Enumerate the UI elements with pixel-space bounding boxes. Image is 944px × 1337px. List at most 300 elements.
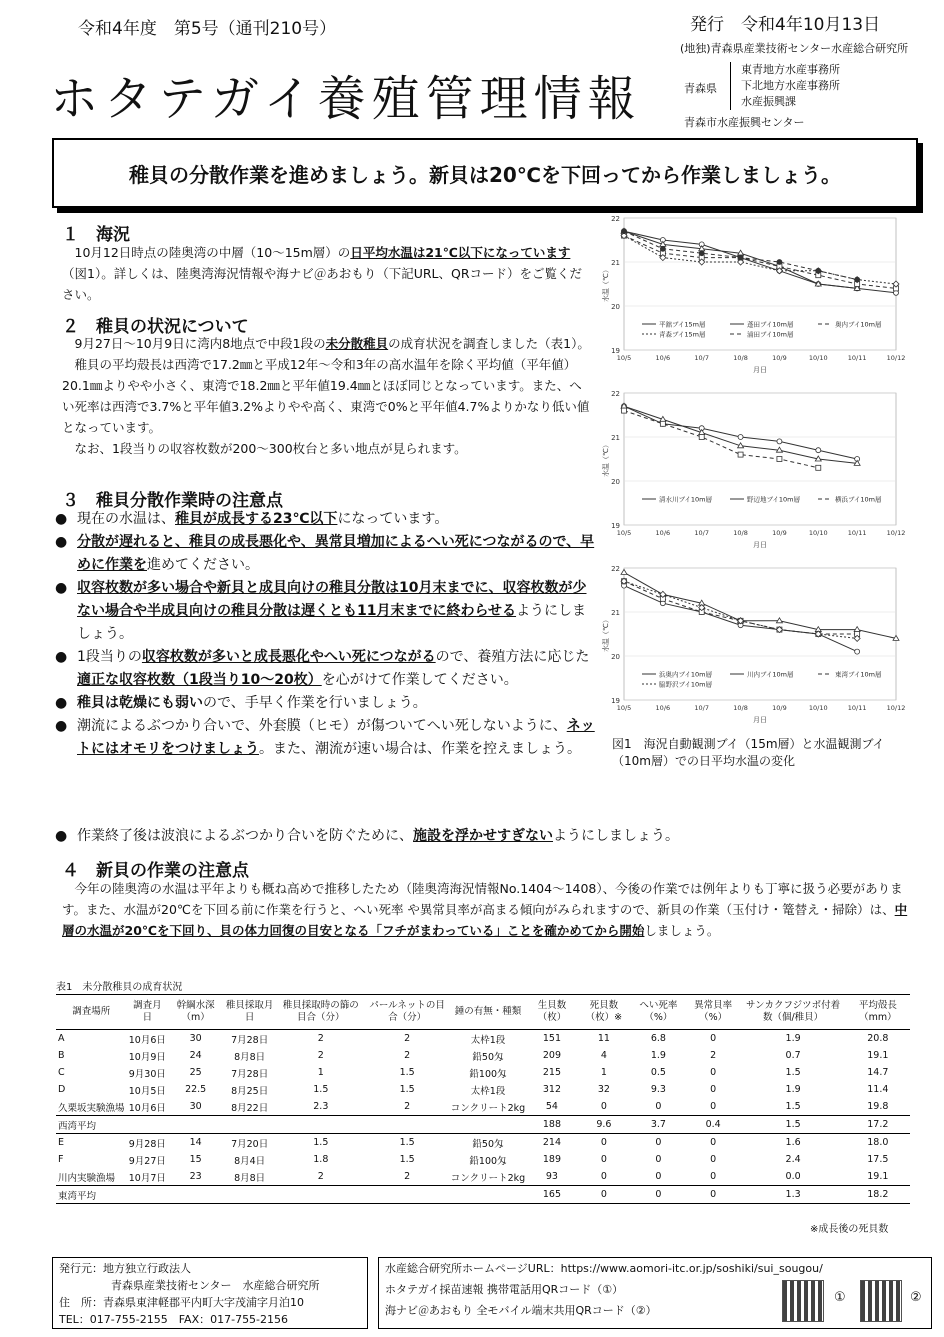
publisher-line: 発行元：地方独立行政法人	[59, 1262, 191, 1275]
bullet-icon: ●	[55, 534, 68, 550]
y-tick-label: 20	[611, 303, 620, 311]
table-cell: 10月6日	[128, 1034, 166, 1046]
bullet-icon: ●	[55, 695, 68, 711]
x-tick-label: 10/8	[733, 354, 748, 362]
table-cell	[365, 1186, 448, 1204]
paragraph: なお、1段当りの収容枚数が200～300枚台と多い地点が見られます。	[62, 441, 467, 456]
publisher-box	[52, 1257, 368, 1329]
x-axis-label: 月日	[753, 716, 767, 724]
links-box	[378, 1257, 932, 1329]
table-cell: 0	[710, 1084, 717, 1095]
table-cell: 312	[542, 1084, 562, 1095]
text: 10月12日時点の陸奥湾の中層（10～15m層）の	[62, 245, 351, 260]
y-tick-label: 22	[611, 215, 620, 223]
figure-caption: 図1 海況自動観測ブイ（15m層）と水温観測ブイ（10m層）での日平均水温の変化	[612, 737, 885, 768]
y-axis-label: 水温（℃）	[602, 616, 610, 652]
address-line: 住 所：青森県東津軽郡平内町大字茂浦字月泊10	[59, 1296, 304, 1309]
highlight-text: 適正な収容枚数（1段当り10～20枚）	[77, 672, 322, 688]
text: 進めてください。	[147, 557, 259, 573]
table-cell: 0.5	[650, 1067, 666, 1078]
table-cell: 7月28日	[231, 1034, 269, 1046]
table-cell: 209	[542, 1050, 562, 1061]
table-cell: C	[58, 1067, 65, 1078]
table-cell: 0	[655, 1154, 662, 1165]
issue-number: 令和4年度 第5号（通刊210号）	[78, 19, 337, 39]
table-cell: 10月7日	[128, 1172, 166, 1184]
table-header-cell: 調査場所	[56, 995, 127, 1030]
legend-label: 川内ブイ10m層	[747, 670, 794, 679]
table-cell: 215	[542, 1067, 562, 1078]
data-point	[738, 452, 743, 457]
table-cell: 54	[545, 1101, 558, 1112]
text: 作業終了後は波浪によるぶつかり合いを防ぐために、	[77, 828, 413, 844]
table-cell: 19.1	[867, 1171, 889, 1182]
table-header-cell: 異常貝率（%）	[686, 995, 741, 1030]
prefecture-label: 青森県	[684, 82, 717, 95]
text: しましょう。	[644, 923, 720, 938]
table-cell: 151	[542, 1033, 562, 1044]
office-list	[730, 62, 840, 110]
table-cell: 1	[600, 1067, 607, 1078]
table-cell: 7月28日	[231, 1068, 269, 1080]
series-line	[624, 406, 857, 459]
highlight-text: 施設を浮かせすぎない	[413, 828, 553, 844]
section-4-body	[62, 878, 908, 941]
table-cell: 鉛50匁	[472, 1051, 504, 1063]
data-point	[660, 421, 665, 426]
table-cell: 2	[317, 1033, 324, 1044]
text: 1段当りの	[77, 649, 142, 665]
table-cell: 太枠1段	[470, 1034, 506, 1046]
table-cell	[449, 1186, 527, 1204]
data-point	[699, 435, 704, 440]
table-cell: 0	[710, 1067, 717, 1078]
highlight-text: 収容枚数が多い場合や新貝と成貝向けの稚貝分散は10月末までに、収容枚数が少ない場合や半成貝向けの稚貝分散は遅くとも11月末までに終わらせる	[77, 580, 587, 619]
highlight-text: 稚貝が成長する23℃以下	[175, 511, 338, 527]
bullet-icon: ●	[55, 828, 68, 844]
table-caption: 表1 未分散稚貝の成育状況	[56, 982, 183, 993]
qr-code-1-icon[interactable]	[782, 1280, 824, 1322]
table-cell: 8月8日	[234, 1172, 266, 1184]
x-tick-label: 10/12	[886, 529, 906, 537]
table-cell: 1.3	[740, 1186, 845, 1204]
growth-table-wrap	[56, 994, 910, 1204]
highlight-text: ネットにはオモリをつけましょう	[77, 718, 595, 757]
y-tick-label: 21	[611, 259, 620, 267]
table-header-cell: 調査月日	[127, 995, 169, 1030]
x-tick-label: 10/11	[847, 704, 867, 712]
y-tick-label: 22	[611, 390, 620, 398]
x-tick-label: 10/8	[733, 529, 748, 537]
table-cell: 0	[710, 1154, 717, 1165]
data-point	[816, 268, 821, 273]
table-row	[56, 1098, 910, 1116]
table-cell: 0	[600, 1154, 607, 1165]
legend-label: 浜奥内ブイ10m層	[659, 670, 713, 679]
table-cell: 2	[317, 1050, 324, 1061]
table-cell: 0.0	[785, 1171, 801, 1182]
headline-text: 稚貝の分散作業を進めましょう。新貝は20℃を下回ってから作業しましょう。	[128, 162, 842, 187]
x-axis-label: 月日	[753, 366, 767, 374]
text: ので、手早く作業を行いましょう。	[203, 695, 427, 711]
legend-label: 野辺地ブイ10m層	[747, 495, 801, 504]
table-row	[56, 1151, 910, 1168]
table-cell: 19.1	[867, 1050, 889, 1061]
y-tick-label: 21	[611, 609, 620, 617]
table-cell: 0	[686, 1186, 741, 1204]
legend-label: 清水川ブイ10m層	[659, 495, 713, 504]
table-cell: 10月5日	[128, 1085, 166, 1097]
table-cell: 1.5	[399, 1137, 415, 1148]
table-cell: 2	[710, 1050, 717, 1061]
x-tick-label: 10/7	[694, 704, 710, 712]
homepage-url[interactable]: 水産総合研究所ホームページURL：https://www.aomori-itc.or.jp/soshiki/sui_sougou/	[385, 1262, 823, 1275]
city-office: 青森市水産振興センター	[684, 116, 805, 129]
chart-area	[596, 210, 908, 730]
table-cell: 2	[404, 1171, 411, 1182]
table-cell: 19.8	[867, 1101, 889, 1112]
table-header-cell: 生貝数（枚）	[527, 995, 577, 1030]
table-cell: 9月27日	[128, 1155, 166, 1167]
legend-label: 蓬田ブイ10m層	[747, 320, 794, 329]
table-cell: 0	[710, 1101, 717, 1112]
table-cell	[127, 1186, 169, 1204]
table-cell: 0	[600, 1137, 607, 1148]
legend-label: 奥内ブイ10m層	[835, 320, 882, 329]
table-header-cell: 幹綱水深（m）	[168, 995, 223, 1030]
legend-label: 浦田ブイ10m層	[747, 330, 794, 339]
table-cell: 0	[655, 1101, 662, 1112]
contact-line: TEL：017-755-2155 FAX：017-755-2156	[59, 1313, 289, 1326]
section-4-title: ４ 新貝の作業の注意点	[62, 861, 249, 881]
bullet-icon: ●	[55, 718, 68, 734]
x-tick-label: 10/10	[808, 354, 828, 362]
table-cell: 10月6日	[128, 1102, 166, 1114]
data-point	[777, 439, 782, 444]
table-cell: 0	[600, 1101, 607, 1112]
qr-label-1: ①	[834, 1290, 846, 1305]
text: になっています。	[337, 511, 449, 527]
data-point	[660, 246, 665, 251]
table-cell: D	[58, 1084, 66, 1095]
text: ので、養殖方法に応じた	[435, 649, 590, 665]
x-tick-label: 10/5	[616, 529, 632, 537]
table-cell	[276, 1186, 365, 1204]
page-title: ホタテガイ養殖管理情報	[50, 71, 642, 127]
table-cell: 1.5	[313, 1137, 329, 1148]
table-cell: 32	[597, 1084, 610, 1095]
table-cell: B	[58, 1050, 65, 1061]
highlight-text: ています	[520, 245, 571, 260]
table-cell: コンクリート2kg	[450, 1172, 526, 1184]
legend-label: 青森ブイ15m層	[659, 330, 706, 339]
table-cell	[223, 1186, 276, 1204]
table-cell	[276, 1116, 365, 1134]
table-cell: 1.9	[650, 1050, 666, 1061]
table-cell: 17.2	[846, 1116, 910, 1134]
data-point	[816, 448, 821, 453]
table-cell: 9.3	[650, 1084, 666, 1095]
table-row	[56, 1081, 910, 1098]
x-tick-label: 10/12	[886, 704, 906, 712]
section-1-title: １ 海況	[62, 225, 130, 245]
data-point	[854, 627, 860, 632]
bullet-item	[55, 692, 595, 715]
highlight-text: 稚貝は乾燥にも弱い	[77, 695, 203, 711]
table-cell: 1.5	[785, 1067, 801, 1078]
growth-table	[56, 995, 910, 1204]
y-axis-label: 水温（℃）	[602, 441, 610, 477]
table-cell: 9月30日	[128, 1068, 166, 1080]
publisher-line: 青森県産業技術センター 水産総合研究所	[111, 1279, 320, 1292]
bullet-item	[55, 646, 595, 692]
table-cell: 17.5	[867, 1154, 889, 1165]
x-tick-label: 10/12	[886, 354, 906, 362]
table-header-cell: 死貝数（枚）※	[577, 995, 631, 1030]
section-2-body	[62, 333, 590, 459]
text: を心がけて作業してください。	[321, 672, 518, 688]
table-cell: 1.5	[399, 1067, 415, 1078]
table-header-row	[56, 995, 910, 1030]
x-tick-label: 10/10	[808, 704, 828, 712]
x-axis-label: 月日	[753, 541, 767, 549]
table-cell: 1.9	[785, 1033, 801, 1044]
table-cell: 0	[631, 1186, 686, 1204]
table-header-cell: サンカクフジツボ付着数（個/稚貝）	[740, 995, 845, 1030]
qr-description-1: ホタテガイ採苗速報 携帯電話用QRコード（①）	[385, 1283, 624, 1296]
x-tick-label: 10/9	[772, 704, 787, 712]
y-tick-label: 21	[611, 434, 620, 442]
table-cell: 165	[527, 1186, 577, 1204]
table-cell: 太枠1段	[470, 1085, 506, 1097]
table-cell: 7月20日	[231, 1138, 269, 1150]
temperature-charts	[596, 210, 908, 730]
table-cell: 9月28日	[128, 1138, 166, 1150]
table-cell: 20.8	[867, 1033, 889, 1044]
table-row	[56, 1168, 910, 1186]
bullet-item	[55, 577, 595, 646]
table-cell: 鉛100匁	[469, 1068, 507, 1080]
table-cell: 18.2	[846, 1186, 910, 1204]
table-cell: 東湾平均	[56, 1186, 127, 1204]
table-cell: 8月4日	[234, 1155, 266, 1167]
x-tick-label: 10/5	[616, 354, 632, 362]
issuing-org: (地独)青森県産業技術センター水産総合研究所	[680, 42, 909, 55]
table-cell: E	[58, 1137, 65, 1148]
qr-code-2-icon[interactable]	[860, 1280, 902, 1322]
table-cell: 188	[527, 1116, 577, 1134]
table-cell: 9.6	[577, 1116, 631, 1134]
highlight-text: 未分散稚貝	[325, 336, 389, 351]
data-point	[777, 260, 782, 265]
bullet-item	[55, 825, 837, 848]
table-cell: 23	[189, 1171, 202, 1182]
table-cell: 8月22日	[231, 1102, 269, 1114]
office-item: 東青地方水産事務所	[741, 63, 840, 76]
table-cell	[223, 1116, 276, 1134]
series-line	[624, 572, 896, 638]
legend-label: 東湾ブイ10m層	[835, 670, 882, 679]
table-cell	[365, 1116, 448, 1134]
table-cell: 24	[189, 1050, 202, 1061]
table-cell: 2	[404, 1101, 411, 1112]
table-cell: 93	[545, 1171, 558, 1182]
data-point	[738, 435, 743, 440]
table-cell: 1.5	[313, 1084, 329, 1095]
bullet-icon: ●	[55, 580, 68, 596]
table-header-cell: 稚貝採取時の篩の目合（分）	[276, 995, 365, 1030]
table-cell: 2	[317, 1171, 324, 1182]
text: （図1）。詳しくは、陸奥湾海況情報や海ナビ＠あおもり（下記URL、QRコード）をご覧ください。	[62, 266, 583, 302]
table-cell: 0	[710, 1033, 717, 1044]
text: 9月27日～10月9日に湾内8地点で中段1段の	[62, 336, 326, 351]
bullet-item	[55, 531, 595, 577]
table-cell: 0.4	[686, 1116, 741, 1134]
table-cell: 川内実験漁場	[58, 1172, 116, 1184]
x-tick-label: 10/9	[772, 354, 787, 362]
table-cell: 8月8日	[234, 1051, 266, 1063]
highlight-text: 収容枚数が多いと成長悪化やへい死につながる	[141, 649, 436, 665]
table-note: ※成長後の死貝数	[810, 1224, 889, 1235]
table-cell: 2.3	[313, 1101, 329, 1112]
data-point	[699, 251, 704, 256]
table-cell: 3.7	[631, 1116, 686, 1134]
headline-box	[52, 138, 918, 208]
bullet-item	[55, 508, 595, 531]
table-cell: 214	[542, 1137, 562, 1148]
office-item: 水産振興課	[741, 95, 796, 108]
x-tick-label: 10/9	[772, 529, 787, 537]
table-cell	[127, 1116, 169, 1134]
office-item: 下北地方水産事務所	[741, 79, 840, 92]
data-point	[855, 277, 860, 282]
text: 今年の陸奥湾の水温は平年よりも概ね高めで推移したため（陸奥湾海況情報No.1404～1408）、今後の作業では例年よりも丁寧に扱う必要があります。また、水温が20℃を下回る前に作業を行うと、へい死率 や異常貝率が高まる傾向がみられますので、新貝の作業（玉付け・篭替え・掃除）は、	[62, 881, 903, 917]
table-cell: 1.6	[785, 1137, 801, 1148]
legend-label: 横浜ブイ10m層	[835, 495, 882, 504]
table-header-cell: パールネットの目合（分）	[365, 995, 448, 1030]
table-header-cell: 稚貝採取月日	[223, 995, 276, 1030]
text: 。また、潮流が速い場合は、作業を控えましょう。	[259, 741, 581, 757]
table-cell: 0	[710, 1137, 717, 1148]
table-cell: コンクリート2kg	[450, 1102, 526, 1114]
text: 潮流によるぶつかり合いで、外套膜（ヒモ）が傷ついてへい死しないように、	[77, 718, 567, 734]
bullet-icon: ●	[55, 511, 68, 527]
table-cell: 久栗坂実験漁場	[58, 1102, 125, 1114]
section-3-title: ３ 稚貝分散作業時の注意点	[62, 491, 283, 511]
table-header-cell: へい死率（%）	[631, 995, 686, 1030]
table-cell: 10月9日	[128, 1051, 166, 1063]
qr-label-2: ②	[910, 1290, 922, 1305]
table-cell: 189	[542, 1154, 562, 1165]
table-cell: 30	[189, 1033, 202, 1044]
x-tick-label: 10/6	[655, 529, 671, 537]
table-cell: 2	[404, 1033, 411, 1044]
y-tick-label: 19	[611, 522, 620, 530]
table-cell: 11	[597, 1033, 610, 1044]
table-cell: 0	[655, 1171, 662, 1182]
paragraph	[62, 333, 590, 354]
table-cell: 30	[189, 1101, 202, 1112]
table-cell: 14.7	[867, 1067, 889, 1078]
table-cell: 1.5	[399, 1154, 415, 1165]
bullet-item	[55, 715, 595, 761]
table-cell: 11.4	[867, 1084, 889, 1095]
table-row	[56, 1064, 910, 1081]
table-cell: 鉛50匁	[472, 1138, 504, 1150]
table-cell: 0	[600, 1171, 607, 1182]
x-tick-label: 10/5	[616, 704, 632, 712]
y-tick-label: 22	[611, 565, 620, 573]
x-tick-label: 10/7	[694, 354, 710, 362]
data-point	[622, 408, 627, 413]
table-cell: 8月25日	[231, 1085, 269, 1097]
x-tick-label: 10/8	[733, 704, 748, 712]
data-point	[777, 457, 782, 462]
table-cell: 鉛100匁	[469, 1155, 507, 1167]
table-cell: 22.5	[185, 1084, 207, 1095]
x-tick-label: 10/11	[847, 354, 867, 362]
paragraph: 稚貝の平均殻長は西湾で17.2㎜と平成12年～令和3年の高水温年を除く平均値（平年値）20.1㎜よりやや小さく、東湾で18.2㎜と平年値19.4㎜とほぼ同じとなっています。また、へい死率は西湾で3.7%と平年値3.2%よりやや高く、東湾で0%と平年値4.7%よりかなり低い値となっています。	[62, 357, 590, 435]
table-cell: 1.5	[785, 1101, 801, 1112]
table-cell: 14	[189, 1137, 202, 1148]
table-header-cell: 錘の有無・種類	[449, 995, 527, 1030]
legend-label: 平舘ブイ15m層	[659, 320, 706, 329]
y-tick-label: 19	[611, 347, 620, 355]
x-tick-label: 10/6	[655, 704, 671, 712]
table-cell: 1.5	[740, 1116, 845, 1134]
section-3-bullets	[55, 508, 595, 761]
table-cell	[168, 1186, 223, 1204]
data-point	[855, 649, 860, 654]
data-point	[622, 229, 627, 234]
qr-description-2: 海ナビ＠あおもり 全モバイル端末共用QRコード（②）	[385, 1304, 657, 1317]
x-tick-label: 10/6	[655, 354, 671, 362]
table-cell: 1.8	[313, 1154, 329, 1165]
text: 現在の水温は、	[77, 511, 175, 527]
table-average-row	[56, 1116, 910, 1134]
table-cell: 25	[189, 1067, 202, 1078]
issue-date: 発行 令和4年10月13日	[690, 15, 881, 35]
x-tick-label: 10/10	[808, 529, 828, 537]
table-cell: 1.9	[785, 1084, 801, 1095]
table-cell	[168, 1116, 223, 1134]
x-tick-label: 10/7	[694, 529, 710, 537]
data-point	[816, 465, 821, 470]
table-cell: 6.8	[650, 1033, 666, 1044]
table-header-cell: 平均殻長（mm）	[846, 995, 910, 1030]
y-tick-label: 19	[611, 697, 620, 705]
table-average-row	[56, 1186, 910, 1204]
table-cell: 0.7	[785, 1050, 801, 1061]
y-tick-label: 20	[611, 478, 620, 486]
table-cell: 15	[189, 1154, 202, 1165]
table-cell: 2.4	[785, 1154, 801, 1165]
section-2-title: ２ 稚貝の状況について	[62, 317, 249, 337]
table-cell: 18.0	[867, 1137, 889, 1148]
bullet-icon: ●	[55, 649, 68, 665]
table-cell: A	[58, 1033, 65, 1044]
table-cell: 2	[404, 1050, 411, 1061]
text: の成育状況を調査しました（表1）。	[388, 336, 590, 351]
table-cell	[449, 1116, 527, 1134]
highlight-text: 日平均水温は21℃以下になっ	[350, 245, 521, 260]
table-cell: 0	[710, 1171, 717, 1182]
highlight-text: 分散が遅れると、稚貝の成長悪化や、異常貝増加によるへい死につながるので、早めに作業を	[77, 534, 595, 573]
y-tick-label: 20	[611, 653, 620, 661]
data-point	[738, 255, 743, 260]
text: ようにしましょう。	[553, 828, 679, 844]
table-row	[56, 1047, 910, 1064]
